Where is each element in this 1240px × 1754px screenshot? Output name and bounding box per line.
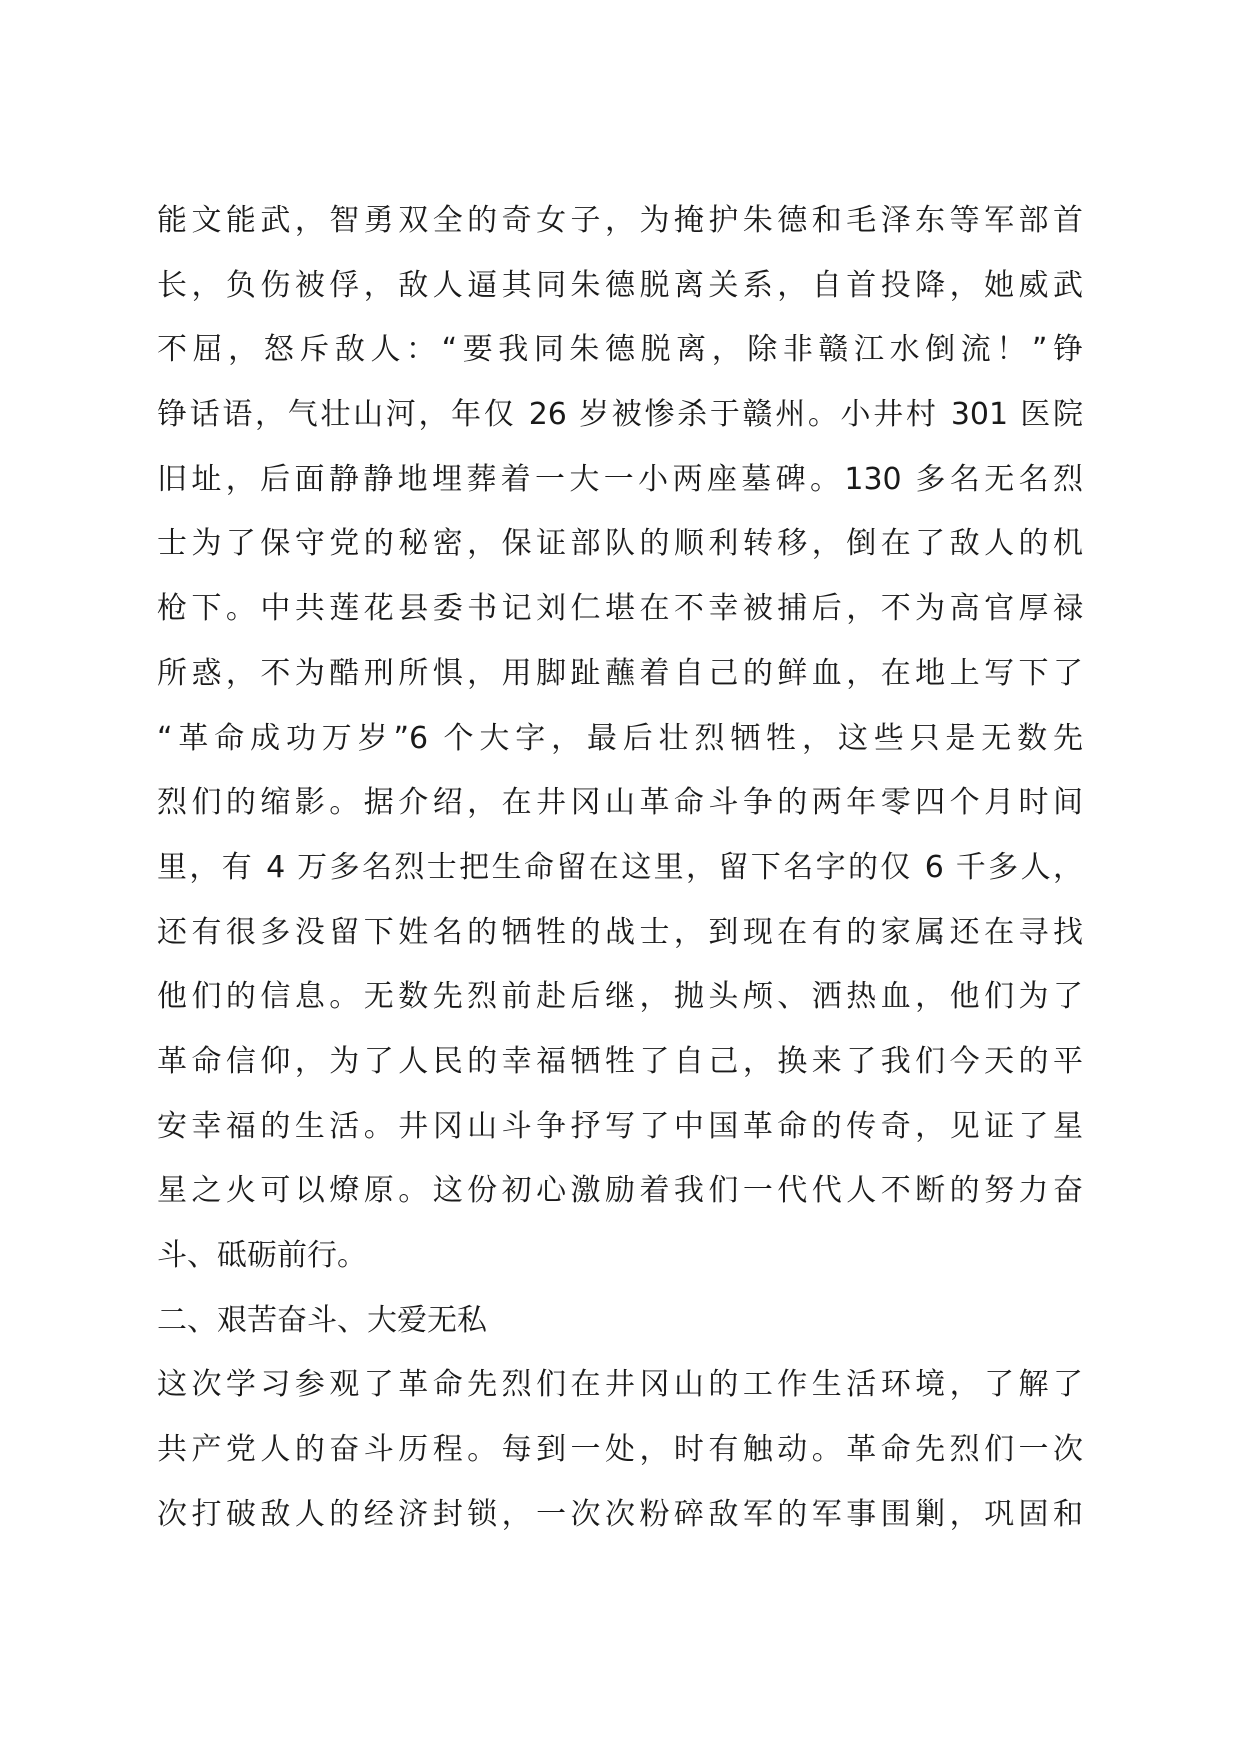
text-line: 斗、砥砺前行。 [157,1238,367,1273]
text-line: 枪下。中共莲花县委书记刘仁堪在不幸被捕后，不为高官厚禄 [157,591,1083,627]
text-line: “革命成功万岁”6 个大字，最后壮烈牺牲，这些只是无数先 [157,720,1083,756]
section-heading: 二、艰苦奋斗、大爱无私 [157,1302,487,1338]
paragraph-hard-struggle [157,1353,1083,1547]
text-line: 长，负伤被俘，敌人逼其同朱德脱离关系，自首投降，她威武 [157,267,1083,303]
text-line: 星之火可以燎原。这份初心激励着我们一代代人不断的努力奋 [157,1173,1083,1209]
text-line: 铮话语，气壮山河，年仅 26 岁被惨杀于赣州。小井村 301 医院 [157,397,1083,433]
text-line: 烈们的缩影。据介绍，在井冈山革命斗争的两年零四个月时间 [157,785,1083,821]
text-line: 次打破敌人的经济封锁，一次次粉碎敌军的军事围剿，巩固和 [157,1496,1083,1532]
paragraph-revolutionary-martyrs [157,189,1083,1289]
text-line: 安幸福的生活。井冈山斗争抒写了中国革命的传奇，见证了星 [157,1108,1083,1144]
text-line: 革命信仰，为了人民的幸福牺牲了自己，换来了我们今天的平 [157,1043,1083,1079]
text-line: 里，有 4 万多名烈士把生命留在这里，留下名字的仅 6 千多人， [157,849,1083,885]
text-line: 这次学习参观了革命先烈们在井冈山的工作生活环境，了解了 [157,1367,1083,1403]
text-line: 他们的信息。无数先烈前赴后继，抛头颅、洒热血，他们为了 [157,979,1083,1015]
text-line: 共产党人的奋斗历程。每到一处，时有触动。革命先烈们一次 [157,1432,1083,1468]
text-line: 士为了保守党的秘密，保证部队的顺利转移，倒在了敌人的机 [157,526,1083,562]
text-line: 还有很多没留下姓名的牺牲的战士，到现在有的家属还在寻找 [157,914,1083,950]
text-line: 不屈，怒斥敌人：“要我同朱德脱离，除非赣江水倒流！”铮 [157,332,1083,368]
text-line: 旧址，后面静静地埋葬着一大一小两座墓碑。130 多名无名烈 [157,461,1083,497]
text-line: 所惑，不为酷刑所惧，用脚趾蘸着自己的鲜血，在地上写下了 [157,655,1083,691]
document-body [157,189,1083,1547]
text-line: 能文能武，智勇双全的奇女子，为掩护朱德和毛泽东等军部首 [157,203,1083,238]
